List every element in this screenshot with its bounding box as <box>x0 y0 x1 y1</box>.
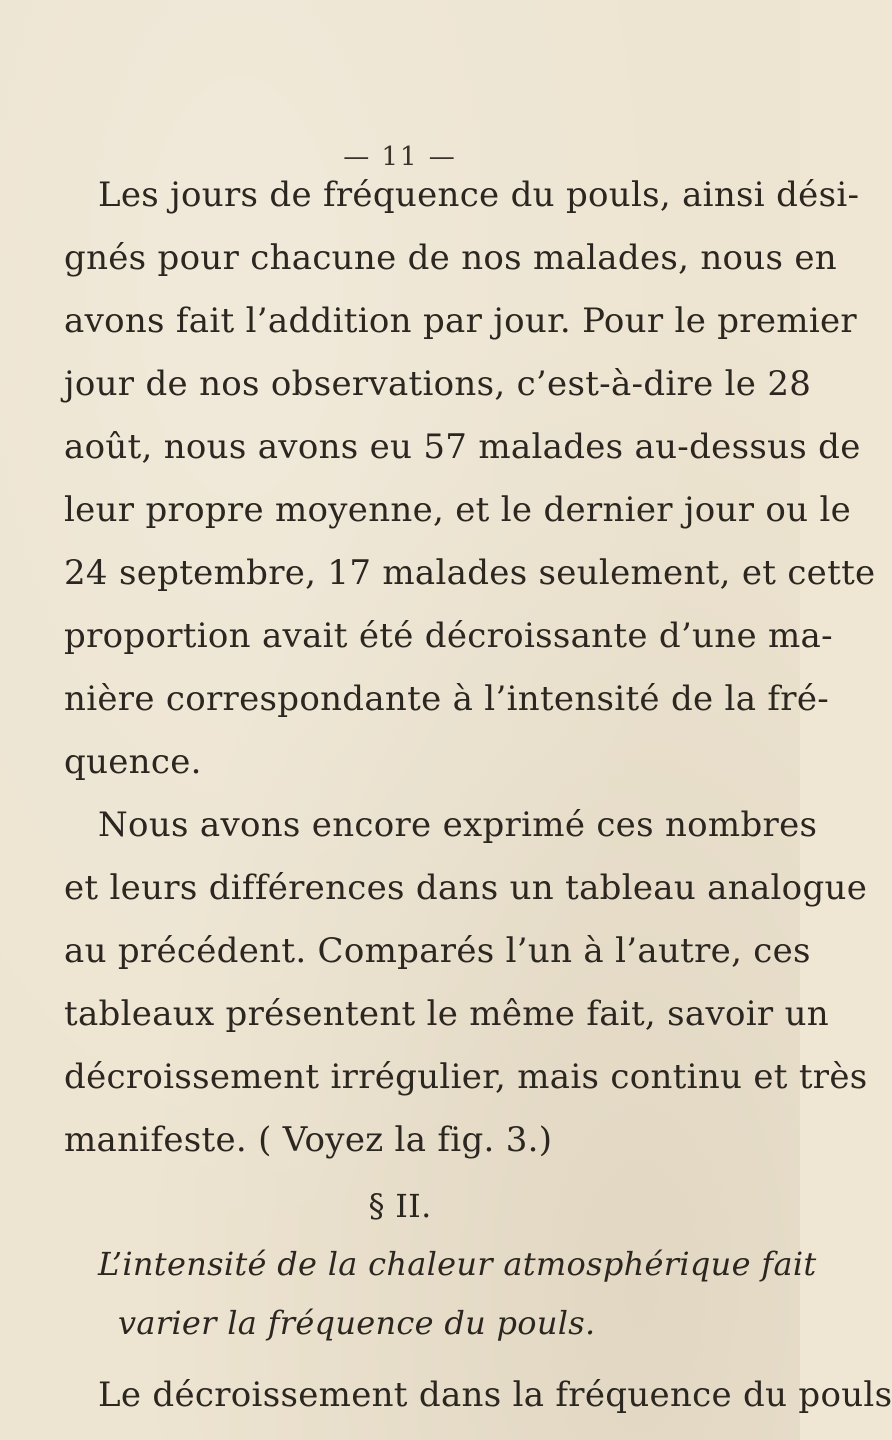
paragraph-line: Les jours de fréquence du pouls, ainsi dési- <box>98 175 860 215</box>
paragraph-line: décroissement irrégulier, mais continu et très <box>64 1057 868 1097</box>
paragraph-line: et leurs différences dans un tableau analogue <box>64 868 868 908</box>
paragraph-line: leur propre moyenne, et le dernier jour ou le <box>64 490 852 530</box>
paragraph-line: août, nous avons eu 57 malades au-dessus de <box>64 427 861 467</box>
section-title-line: varier la fréquence du pouls. <box>118 1304 596 1342</box>
paragraph-line: 24 septembre, 17 malades seulement, et cette <box>64 553 876 593</box>
paragraph-line: tableaux présentent le même fait, savoir un <box>64 994 829 1034</box>
paragraph-line: jour de nos observations, c’est-à-dire le 28 <box>64 364 812 404</box>
paragraph-line: avons fait l’addition par jour. Pour le premier <box>64 301 857 341</box>
paragraph-line: nière correspondante à l’intensité de la fré- <box>64 679 830 719</box>
page-number-header: — 11 — <box>343 142 457 172</box>
section-heading: § II. <box>368 1187 432 1225</box>
paragraph-line: gnés pour chacune de nos malades, nous en <box>64 238 837 278</box>
paragraph-line: Nous avons encore exprimé ces nombres <box>98 805 818 845</box>
section-title-line: L’intensité de la chaleur atmosphérique fait <box>98 1245 817 1283</box>
paragraph-line: au précédent. Comparés l’un à l’autre, ces <box>64 931 811 971</box>
paragraph-line: quence. <box>64 742 202 782</box>
paragraph-line: Le décroissement dans la fréquence du pouls <box>98 1375 892 1415</box>
paragraph-line: manifeste. ( Voyez la fig. 3.) <box>64 1120 553 1160</box>
paragraph-line: proportion avait été décroissante d’une ma- <box>64 616 833 656</box>
